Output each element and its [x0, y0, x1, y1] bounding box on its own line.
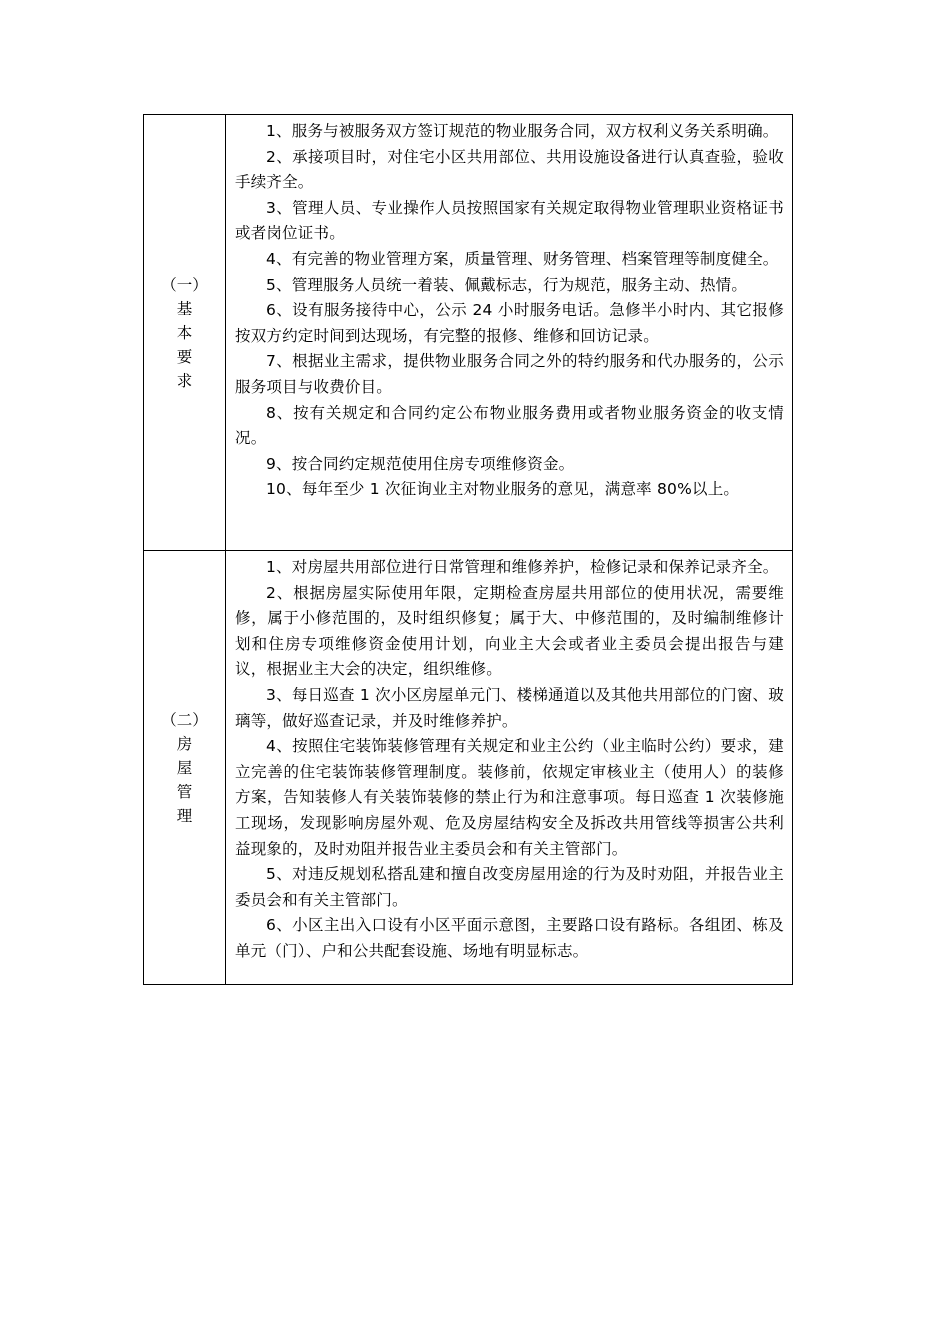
- section-label-housing-management: [144, 551, 226, 985]
- list-item: 4、有完善的物业管理方案，质量管理、财务管理、档案管理等制度健全。: [266, 249, 779, 268]
- section-label-line: 管: [176, 782, 193, 801]
- list-item: 1、服务与被服务双方签订规范的物业服务合同，双方权利义务关系明确。: [266, 122, 779, 140]
- list-item: 8、按有关规定和合同约定公布物业服务费用或者物业服务资金的收支情况。: [235, 403, 784, 448]
- section-label-line: 理: [176, 806, 193, 825]
- list-item: 2、承接项目时，对住宅小区共用部位、共用设施设备进行认真查验，验收手续齐全。: [235, 147, 784, 192]
- list-item: 6、小区主出入口设有小区平面示意图，主要路口设有路标。各组团、栋及单元（门）、户和公共配套设施、场地有明显标志。: [235, 916, 784, 960]
- section-label-line: 房: [176, 734, 193, 753]
- section-content-basic-requirements: [226, 115, 793, 551]
- list-item: 6、设有服务接待中心，公示 24 小时服务电话。急修半小时内、其它报修按双方约定时间到达现场，有完整的报修、维修和回访记录。: [235, 301, 784, 345]
- table-row: [144, 115, 793, 551]
- list-item: 9、按合同约定规范使用住房专项维修资金。: [266, 454, 575, 473]
- table-row: [144, 551, 793, 985]
- list-item: 2、根据房屋实际使用年限，定期检查房屋共用部位的使用状况，需要维修，属于小修范围的，及时组织修复；属于大、中修范围的，及时编制维修计划和住房专项维修资金使用计划，向业主大会或者业主委员会提出报告与建议，根据业主大会的决定，组织维修。: [235, 583, 784, 679]
- list-item: 3、管理人员、专业操作人员按照国家有关规定取得物业管理职业资格证书或者岗位证书。: [235, 198, 784, 243]
- list-item: 10、每年至少 1 次征询业主对物业服务的意见，满意率 80%以上。: [266, 480, 740, 499]
- section-content-housing-management: [226, 551, 793, 985]
- section-label-line: 求: [176, 371, 193, 390]
- section-label-line: （一）: [161, 275, 208, 294]
- list-item: 3、每日巡查 1 次小区房屋单元门、楼梯通道以及其他共用部位的门窗、玻璃等，做好巡查记录，并及时维修养护。: [235, 685, 784, 730]
- list-item: 7、根据业主需求，提供物业服务合同之外的特约服务和代办服务的，公示服务项目与收费价目。: [235, 352, 784, 396]
- service-standards-table: [143, 114, 793, 985]
- list-item: 4、按照住宅装饰装修管理有关规定和业主公约（业主临时公约）要求，建立完善的住宅装饰装修管理制度。装修前，依规定审核业主（使用人）的装修方案，告知装修人有关装饰装修的禁止行为和注意事项。每日巡查 1 次装修施工现场，发现影响房屋外观、危及房屋结构安全及拆改共用管线等损害公共利益现象的，及时劝阻并报告业主委员会和有关主管部门。: [235, 737, 784, 858]
- list-item: 5、对违反规划私搭乱建和擅自改变房屋用途的行为及时劝阻，并报告业主委员会和有关主管部门。: [235, 865, 784, 909]
- section-label-basic-requirements: [144, 115, 226, 551]
- list-item: 5、管理服务人员统一着装、佩戴标志，行为规范，服务主动、热情。: [266, 275, 748, 294]
- section-label-line: 要: [176, 347, 193, 366]
- section-label-line: 基: [176, 299, 193, 318]
- section-label-line: 屋: [176, 758, 193, 777]
- list-item: 1、对房屋共用部位进行日常管理和维修养护，检修记录和保养记录齐全。: [266, 558, 779, 576]
- section-label-line: （二）: [161, 710, 208, 729]
- section-label-line: 本: [176, 323, 193, 342]
